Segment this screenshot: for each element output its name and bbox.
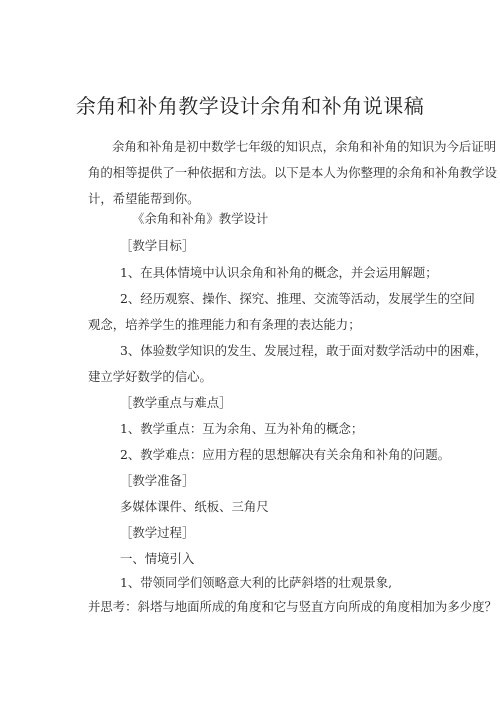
goal-item-2-line-2: 观念，培养学生的推理能力和有条理的表达能力； [88,317,361,332]
intro-line-3: 计，希望能帮到你。 [88,191,200,206]
goal-item-2-line-1: 2、经历观察、操作、探究、推理、交流等活动，发展学生的空间 [120,291,475,306]
design-title: 《余角和补角》教学设计 [132,211,269,226]
preparation-heading: ［教学准备］ [120,473,195,488]
goal-item-3-line-2: 建立学好数学的信心。 [88,369,212,384]
process-heading: ［教学过程］ [120,525,195,540]
key-points-heading: ［教学重点与难点］ [120,395,232,410]
process-item-1: 1、带领同学们领略意大利的比萨斜塔的壮观景象, [120,575,393,590]
intro-line-2: 角的相等提供了一种依据和方法。以下是本人为你整理的余角和补角教学设 [88,165,497,180]
document-title: 余角和补角教学设计余角和补角说课稿 [75,94,425,118]
intro-paragraph [88,134,497,212]
goals-heading: ［教学目标］ [120,238,195,253]
process-section-1: 一、情境引入 [120,551,195,566]
key-point-item-1: 1、教学重点：互为余角、互为补角的概念； [120,421,364,436]
intro-line-1: 余角和补角是初中数学七年级的知识点，余角和补角的知识为今后证明 [112,139,497,154]
goal-item-3-line-1: 3、体验数学知识的发生、发展过程，敢于面对数学活动中的困难， [120,343,488,358]
preparation-content: 多媒体课件、纸板、三角尺 [120,499,269,514]
key-point-item-2: 2、教学难点：应用方程的思想解决有关余角和补角的问题。 [120,447,451,462]
goal-item-1: 1、在具体情境中认识余角和补角的概念，并会运用解题； [120,265,438,280]
process-item-1-continued: 并思考：斜塔与地面所成的角度和它与竖直方向所成的角度相加为多少度？ [88,599,497,614]
